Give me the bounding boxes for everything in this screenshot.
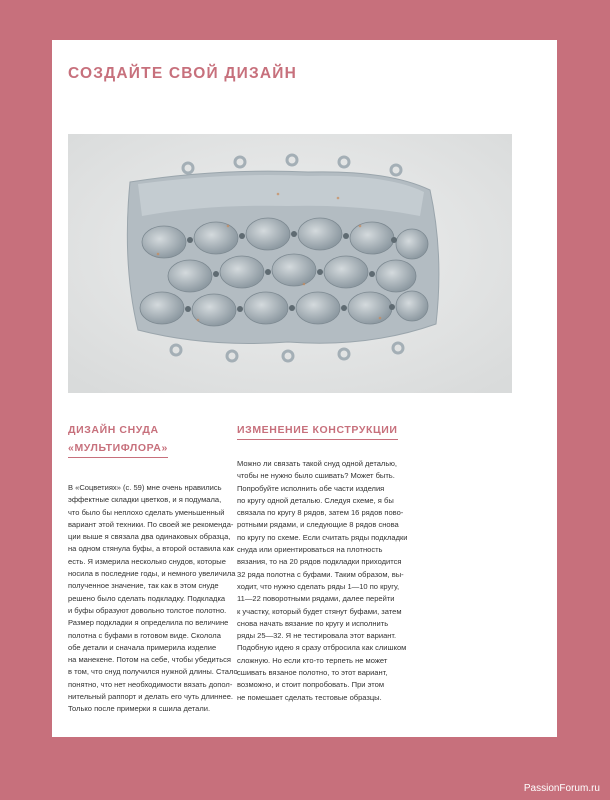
text-line: 11—22 поворотными рядами, далее перейти [237, 594, 395, 604]
text-line: чтобы не нужно было сшивать? Может быть. [237, 471, 395, 481]
text-line: 32 ряда полотна с буфами. Таким образом, вы- [237, 569, 404, 579]
text-line: Размер подкладки я определила по величине [68, 618, 229, 628]
text-line: и буфы образуют довольно толстое полотно. [68, 605, 227, 615]
knitted-snood-photo [68, 134, 512, 393]
text-line: решено было сделать подкладку. Подкладка [68, 593, 226, 603]
text-line: к участку, который будет стянут буфами, затем [237, 606, 402, 616]
text-line: не помешает сделать тестовые образцы. [237, 692, 382, 702]
text-line: Только после примерки я сшила детали. [68, 704, 211, 714]
text-line: есть. Я измерила несколько снудов, которые [68, 556, 226, 566]
text-line: нительный раппорт и делать его чуть длиннее. [68, 692, 233, 702]
left-heading-line2: «МУЛЬТИФЛОРА» [68, 439, 168, 458]
text-line: в том, что снуд получился нужной длины. Стало [68, 667, 238, 677]
right-heading-text: ИЗМЕНЕНИЕ КОНСТРУКЦИИ [237, 421, 398, 440]
text-line: ходит, что нужно сделать ряды 1—10 по кругу, [237, 581, 400, 591]
right-heading [237, 421, 398, 440]
text-line: снуда или ориентироваться на плотность [237, 545, 383, 555]
text-line: Можно ли связать такой снуд одной деталью, [237, 459, 398, 468]
watermark: PassionForum.ru [523, 783, 600, 794]
text-line: по кругу по схеме. Если считать ряды подкладки [237, 532, 408, 542]
text-line: вариант этой техники. По своей же рекоменда- [68, 519, 234, 529]
text-line: на манекене. Потом на себе, чтобы убедиться [68, 655, 231, 665]
text-line: связала по кругу 8 рядов, затем 16 рядов пово- [237, 508, 404, 518]
text-line: носила в последние годы, и немного увеличила [68, 569, 236, 579]
magazine-page [52, 40, 557, 737]
text-line: полученное значение, так как в этом снуде [68, 581, 219, 591]
text-line: на одном стянула буфы, а второй оставила как [68, 544, 234, 554]
text-line: сшивать вязаное полотно, то этот вариант, [237, 668, 388, 678]
left-heading-line1: ДИЗАЙН СНУДА [68, 424, 159, 436]
text-line: по кругу одной деталью. Следуя схеме, я бы [237, 495, 394, 505]
text-line: возможно, и стоит попробовать. При этом [237, 680, 385, 690]
text-line: полотна с буфами в готовом виде. Сколола [68, 630, 221, 640]
left-heading [68, 421, 168, 458]
text-line: ротными рядами, и следующие 8 рядов снова [237, 520, 399, 530]
text-line: Попробуйте исполнить обе части изделия [237, 483, 385, 493]
text-line: ции выше я связала два одинаковых образца, [68, 532, 231, 542]
text-line: В «Соцветиях» (с. 59) мне очень нравились [68, 483, 222, 492]
text-line: понятно, что нет необходимости вязать допол- [68, 679, 233, 689]
right-column-text [237, 458, 408, 704]
left-column-text [68, 482, 238, 716]
page-title: СОЗДАЙТЕ СВОЙ ДИЗАЙН [68, 65, 297, 82]
text-line: Подобную идею я сразу отбросила как слишком [237, 643, 407, 653]
text-line: сложную. Но если кто-то терпеть не может [237, 655, 388, 665]
text-line: обе детали и сначала примерила изделие [68, 642, 217, 652]
text-line: эффектные складки цветков, и я подумала, [68, 495, 222, 505]
text-line: вязания, то на 20 рядов подкладки приходится [237, 557, 402, 567]
text-line: ряды 25—32. Я не тестировала этот вариант. [237, 631, 397, 641]
text-line: что было бы неплохо сделать уменьшенный [68, 507, 225, 517]
text-line: снова начать вязание по кругу и исполнить [237, 618, 389, 628]
